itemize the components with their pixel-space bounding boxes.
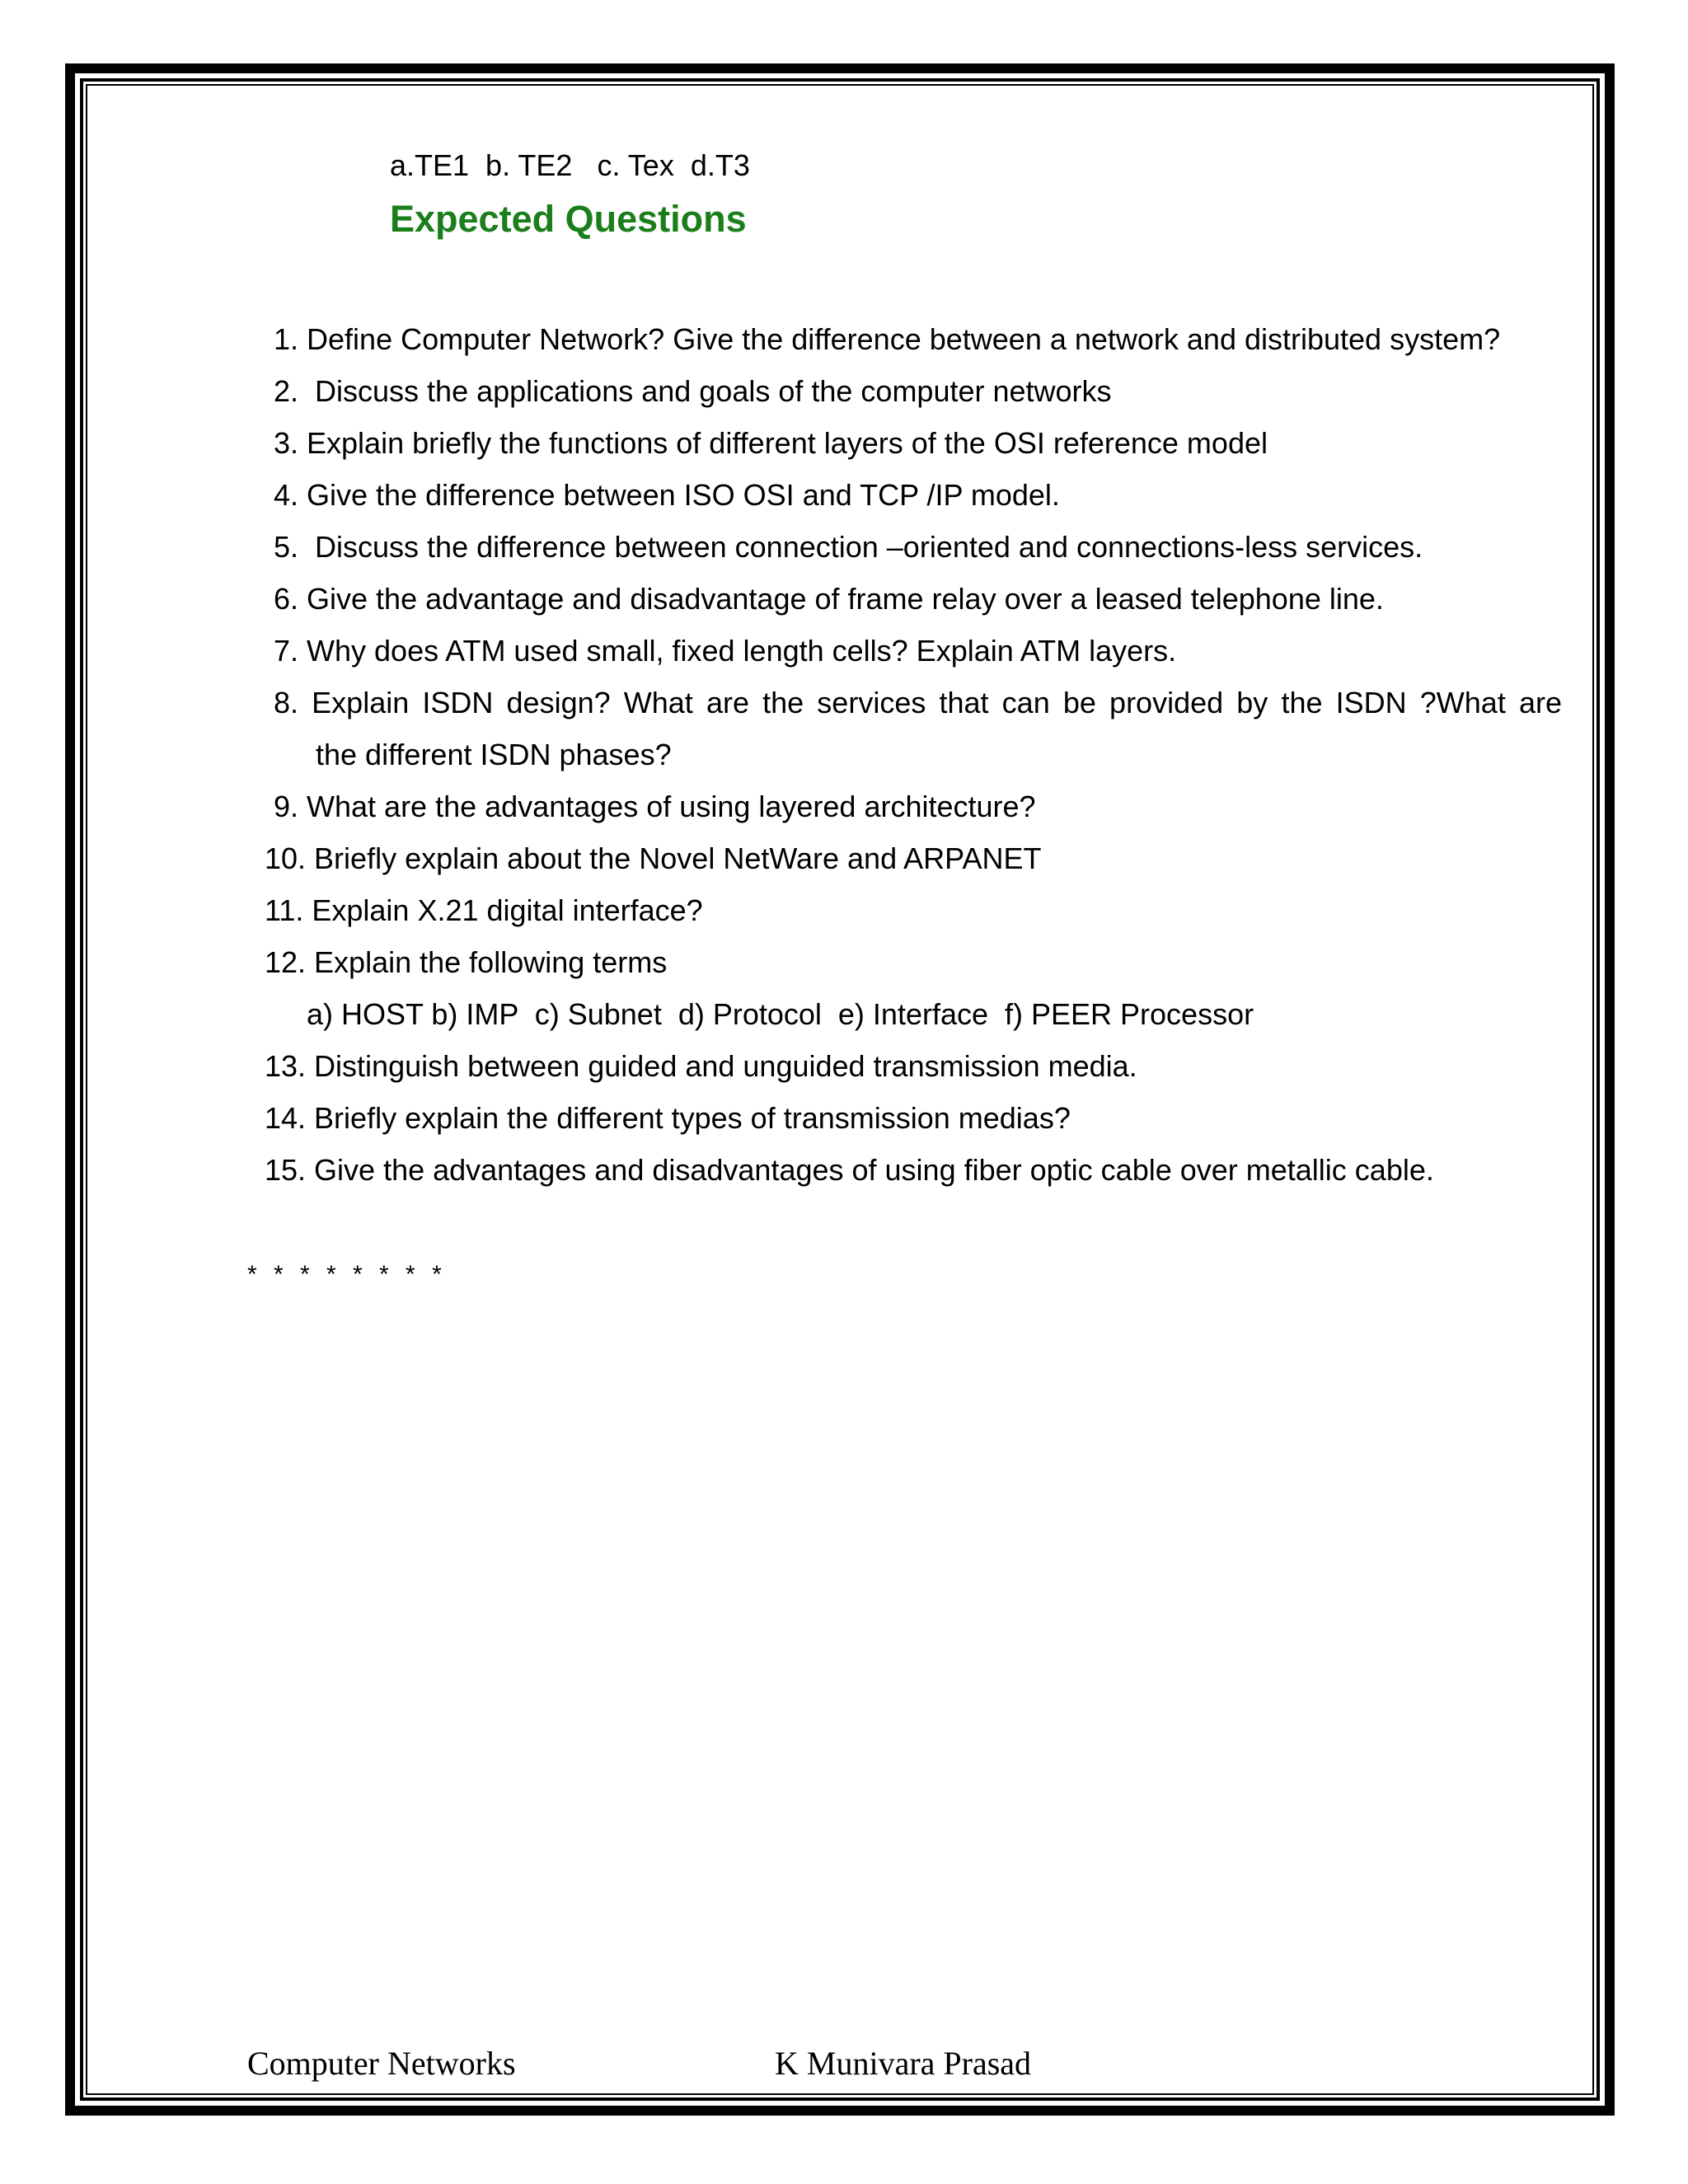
question-item: 5. Discuss the difference between connection –oriented and connections-less services.: [274, 530, 1423, 564]
question-item: 2. Discuss the applications and goals of the computer networks: [274, 374, 1112, 408]
question-item: 4. Give the difference between ISO OSI and TCP /IP model.: [274, 478, 1060, 512]
question-item: 9. What are the advantages of using layered architecture?: [274, 790, 1036, 823]
section-title: Expected Questions: [390, 198, 747, 240]
question-item: 11. Explain X.21 digital interface?: [265, 893, 703, 927]
question-item: 15. Give the advantages and disadvantages of using fiber optic cable over metallic cable.: [265, 1153, 1434, 1187]
question-item: 8. Explain ISDN design? What are the services that can be provided by the ISDN ?What are: [274, 686, 1562, 719]
answer-options-line: a.TE1 b. TE2 c. Tex d.T3: [390, 148, 750, 182]
question-item: 10. Briefly explain about the Novel NetWare and ARPANET: [265, 841, 1042, 875]
footer-author: K Munivara Prasad: [775, 2045, 1032, 2082]
footer-course-title: Computer Networks: [247, 2045, 516, 2082]
question-item: 7. Why does ATM used small, fixed length cells? Explain ATM layers.: [274, 634, 1177, 668]
question-item: 12. Explain the following terms: [265, 945, 668, 979]
question-item: 6. Give the advantage and disadvantage of frame relay over a leased telephone line.: [274, 582, 1384, 616]
question-item-continuation: the different ISDN phases?: [316, 738, 672, 771]
question-item: 3. Explain briefly the functions of different layers of the OSI reference model: [274, 426, 1268, 460]
end-marker: * * * * * * * *: [247, 1261, 447, 1288]
question-subitems: a) HOST b) IMP c) Subnet d) Protocol e) Interface f) PEER Processor: [307, 997, 1254, 1031]
question-item: 1. Define Computer Network? Give the difference between a network and distributed system?: [274, 322, 1501, 356]
question-item: 13. Distinguish between guided and unguided transmission media.: [265, 1049, 1137, 1083]
question-item: 14. Briefly explain the different types of transmission medias?: [265, 1101, 1071, 1135]
